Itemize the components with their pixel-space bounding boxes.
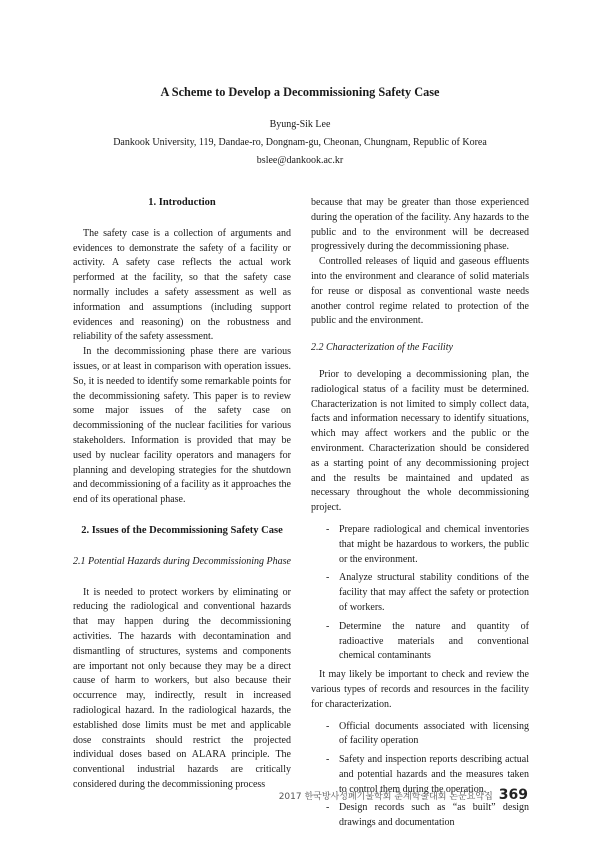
intro-paragraph-2: In the decommissioning phase there are various issues, or at least in comparison with operation issues. So, it is needed to identify some remarkable points for the decommissioning safety. This paper is to review some major issues of the safety case on decommissioning of the nuclear facilities for various stakeholders. Information is provided that may be used by nuclear facility operators and managers for planning and developing strategies for the shutdown and decommissioning of a facility as it approaches the end of its operational phase. bbox=[73, 346, 291, 506]
author-name: Byung-Sik Lee bbox=[269, 119, 331, 130]
characterization-list bbox=[311, 523, 529, 664]
list-item: - Analyze structural stability conditions of the facility that may affect the safety or protection of workers. bbox=[326, 572, 529, 613]
list-item: - Design records such as “as built” design drawings and documentation bbox=[326, 802, 529, 829]
records-paragraph: It may likely be important to check and review the various types of records and resources in the facility for characterization. bbox=[311, 669, 529, 710]
hazards-paragraph: It is needed to protect workers by eliminating or reducing the radiological and conventional hazards that may happen during the decommissioning activities. The hazards with decontamination and dismantling of structures, systems and components are important not only because they may be a direct cause of harm to workers, but also because their occurrence may, indirectly, result in increased radiological hazard. In the radiological hazards, the established dose limits must be met and applicable dose constraints should restrict the projected individual doses based on ALARA principle. The conventional industrial hazards are critically considered during the decommissioning process bbox=[73, 586, 291, 790]
continued-paragraph: because that may be greater than those experienced during the operation of the facility. Any hazards to the public and to the environment will be decreased progressively during the decommissioning phase. bbox=[311, 197, 529, 253]
list-item: - Safety and inspection reports describing actual and potential hazards and the measures taken to control them during the operation. bbox=[326, 754, 529, 795]
list-item: - Official documents associated with licensing of facility operation bbox=[326, 720, 529, 747]
subsection-heading-characterization: 2.2 Characterization of the Facility bbox=[311, 342, 453, 354]
list-item: - Determine the nature and quantity of radioactive materials and conventional chemical contaminants bbox=[326, 620, 529, 662]
paper-title: A Scheme to Develop a Decommissioning Safety Case bbox=[160, 85, 440, 99]
subsection-heading-hazards: 2.1 Potential Hazards during Decommissioning Phase bbox=[73, 555, 291, 567]
characterization-paragraph: Prior to developing a decommissioning plan, the radiological status of a facility must be determined. Characterization is not limited to simply collect data, facts and information necessary to identify situations, which may affect workers and the public or the environment. Characterization should be considered as a starting point of any decommissioning project and the results be maintained and updated as necessary throughout the whole decommissioning project. bbox=[311, 368, 529, 514]
author-affiliation: Dankook University, 119, Dandae-ro, Dongnam-gu, Cheonan, Chungnam, Republic of Korea bbox=[113, 137, 487, 148]
section-heading-issues: 2. Issues of the Decommissioning Safety Case bbox=[81, 524, 283, 536]
footer-proceedings-title: 2017 한국방사성폐기물학회 춘계학술대회 논문요약집 bbox=[278, 792, 493, 802]
list-item: - Prepare radiological and chemical inventories that might be hazardous to workers, the public or the environment. bbox=[326, 523, 529, 565]
author-email: bslee@dankook.ac.kr bbox=[256, 155, 344, 166]
section-heading-introduction: 1. Introduction bbox=[148, 197, 216, 208]
intro-paragraph-1: The safety case is a collection of arguments and evidences to demonstrate the safety of a facility or activity. A safety case reflects the actual work performed at the facility, so that the safety case normally includes a safety assessment as well as information and assumptions (including support evidences and reasoning) on the robustness and reliability of the safety assessment. bbox=[73, 227, 291, 343]
effluents-paragraph: Controlled releases of liquid and gaseous effluents into the environment and clearance of solid materials for reuse or disposal as conventional waste needs another control regime related to protection of the public and the environment. bbox=[311, 256, 529, 327]
records-list bbox=[311, 720, 529, 832]
right-column bbox=[311, 196, 529, 835]
page-footer bbox=[279, 787, 528, 803]
left-column bbox=[73, 196, 291, 793]
page-number: 369 bbox=[498, 787, 528, 803]
